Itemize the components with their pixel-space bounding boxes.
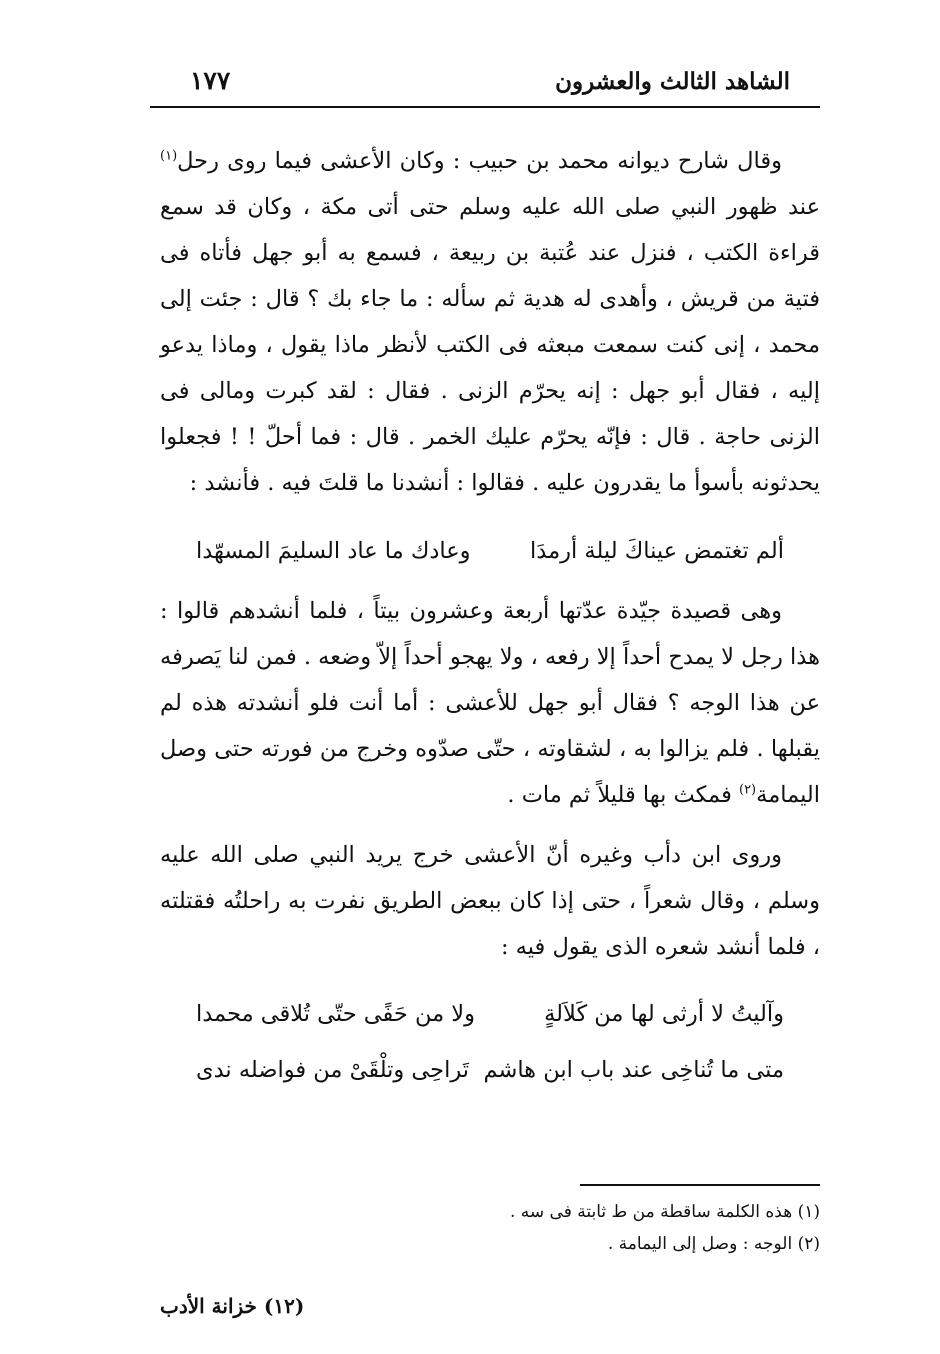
verse-line-1 xyxy=(196,528,784,574)
paragraph-2-text: وهى قصيدة جيّدة عدّتها أربعة وعشرون بيتاً ، فلما أنشدهم قالوا : هذا رجل لا يمدح أحداً إلا رفعه ، ولا يهجو أحداً إلاّ وضعه . فمن لنا يَصرفه عن هذا الوجه ؟ فقال أبو جهل للأعشى : أما أنت فلو أنشدته هذه لم يقبلها . فلم يزالوا به ، لشقاوته ، حتّى صدّوه وخرج من فورته حتى وصل اليمامة xyxy=(160,598,820,808)
paragraph-2-text-cont: فمكث بها قليلاً ثم مات . xyxy=(507,782,739,808)
paragraph-1 xyxy=(160,138,820,506)
header-rule xyxy=(150,106,820,108)
running-title: الشاهد الثالث والعشرون xyxy=(555,68,790,95)
paragraph-3-text: وروى ابن دأب وغيره أنّ الأعشى خرج يريد النبي صلى الله عليه وسلم ، وقال شعراً ، حتى إذا كان ببعض الطريق نفرت به راحلتُه فقتلته ، فلما أنشد شعره الذى يقول فيه : xyxy=(160,842,820,960)
page-number: ١٧٧ xyxy=(190,66,231,95)
footnote-2: (٢) الوجه : وصل إلى اليمامة . xyxy=(607,1234,820,1254)
verse-second-hemistich: ولا من حَفًى حتّى تُلاقى محمدا xyxy=(196,1001,475,1027)
footnote-rule xyxy=(580,1184,820,1186)
paragraph-3 xyxy=(160,832,820,970)
footnote-1: (١) هذه الكلمة ساقطة من ط ثابتة فى سه . xyxy=(509,1202,820,1222)
footnote-ref-1: (١) xyxy=(160,148,178,164)
verse-first-hemistich: ألم تغتمض عيناكَ ليلة أرمدَا xyxy=(530,538,784,564)
verse-line-2b xyxy=(196,1046,784,1094)
page-header xyxy=(150,62,820,104)
verse-first-hemistich: متى ما تُناخِى عند باب ابن هاشم xyxy=(483,1057,784,1083)
verse-line-2a xyxy=(196,990,784,1038)
main-text xyxy=(160,138,820,1102)
footnotes xyxy=(260,1196,820,1260)
verse-first-hemistich: وآليتُ لا أرثى لها من كَلاَلةٍ xyxy=(544,1001,784,1027)
verse-block-2 xyxy=(160,990,820,1094)
footnote-ref-2: (٢) xyxy=(738,782,757,798)
paragraph-1-text: وقال شارح ديوانه محمد بن حبيب : وكان الأعشى فيما روى رحل xyxy=(177,148,782,174)
paragraph-1-text-cont: عند ظهور النبي صلى الله عليه وسلم حتى أتى مكة ، وكان قد سمع قراءة الكتب ، فنزل عند عُتبة بن ربيعة ، فسمع به أبو جهل فأتاه فى فتية من قريش ، وأهدى له هدية ثم سأله : ما جاء بك ؟ قال : جئت إلى محمد ، إنى كنت سمعت مبعثه فى الكتب لأنظر ماذا يقول ، وماذا يدعو إليه ، فقال أبو جهل : إنه يحرّم الزنى . فقال : لقد كبرت ومالى فى الزنى حاجة . قال : فإنّه يحرّم عليك الخمر . قال : فما أحلّ ! ! فجعلوا يحدثونه بأسوأ ما يقدرون عليه . فقالوا : أنشدنا ما قلتَ فيه . فأنشد : xyxy=(160,194,820,496)
paragraph-2 xyxy=(160,588,820,818)
verse-second-hemistich: تَراحِى وتلْقَىْ من فواضله ندى xyxy=(196,1057,470,1083)
printer-signature: (١٢) خزانة الأدب xyxy=(160,1294,305,1318)
verse-second-hemistich: وعادك ما عاد السليمَ المسهّدا xyxy=(196,538,471,564)
